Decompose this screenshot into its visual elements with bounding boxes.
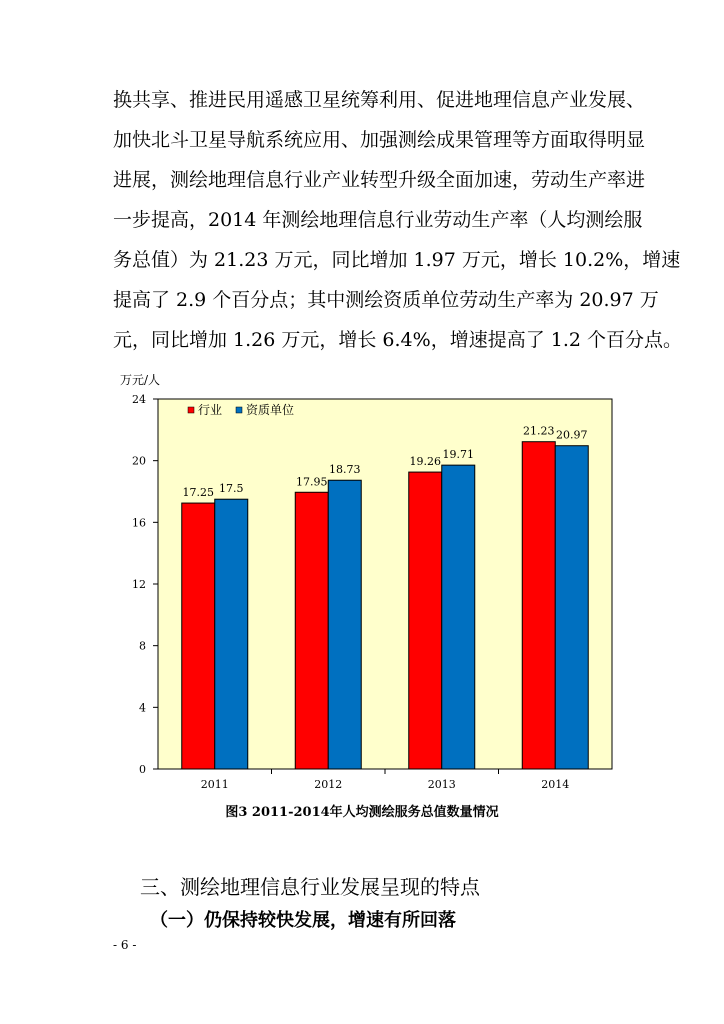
legend-label: 行业 [198,403,223,417]
sub-title: （一）仍保持较快发展，增速有所回落 [150,910,456,931]
paragraph-line: 元，同比增加 1.26 万元，增长 6.4%，增速提高了 1.2 个百分点。 [113,329,682,351]
paragraph-line: 进展，测绘地理信息行业产业转型升级全面加速，劳动生产率进 [113,169,646,191]
data-label: 20.97 [556,428,588,442]
body-paragraph [113,80,682,360]
paragraph-line: 换共享、推进民用遥感卫星统筹利用、促进地理信息产业发展、 [113,89,646,111]
chart-caption: 图3 2011-2014年人均测绘服务总值数量情况 [225,805,499,820]
legend-swatch [188,407,194,413]
bar [182,503,215,769]
bar [295,492,328,769]
data-label: 19.71 [442,448,474,462]
y-tick-label: 24 [132,393,146,406]
data-label: 17.95 [296,475,328,489]
data-label: 17.5 [219,482,244,496]
bar [555,446,588,769]
y-tick-label: 16 [132,516,146,530]
data-label: 17.25 [182,486,214,500]
y-tick-label: 0 [139,763,146,776]
x-tick-label: 2012 [314,778,343,791]
bar [522,442,555,769]
paragraph-line: 一步提高，2014 年测绘地理信息行业劳动生产率（人均测绘服 [113,209,643,231]
y-tick-label: 20 [132,454,146,468]
paragraph-line: 加快北斗卫星导航系统应用、加强测绘成果管理等方面取得明显 [113,129,646,151]
paragraph-line: 务总值）为 21.23 万元，同比增加 1.97 万元，增长 10.2%，增速 [113,249,681,271]
data-label: 19.26 [409,455,441,469]
bar [328,480,361,769]
bar-chart [118,372,618,797]
data-label: 21.23 [523,424,555,438]
y-tick-label: 4 [139,701,146,715]
y-tick-label: 12 [132,578,146,591]
data-label: 18.73 [329,463,361,477]
bar [215,499,248,769]
x-tick-label: 2011 [200,778,229,791]
section-title: 三、测绘地理信息行业发展呈现的特点 [140,875,480,899]
bar [442,465,475,769]
x-tick-label: 2014 [541,778,570,791]
y-axis-label: 万元/人 [120,373,161,387]
legend-label: 资质单位 [246,403,295,417]
page-number: - 6 - [113,938,137,952]
legend-swatch [236,407,242,413]
x-tick-label: 2013 [427,778,456,791]
paragraph-line: 提高了 2.9 个百分点；其中测绘资质单位劳动生产率为 20.97 万 [113,289,659,311]
bar [409,472,442,769]
y-tick-label: 8 [139,639,146,653]
